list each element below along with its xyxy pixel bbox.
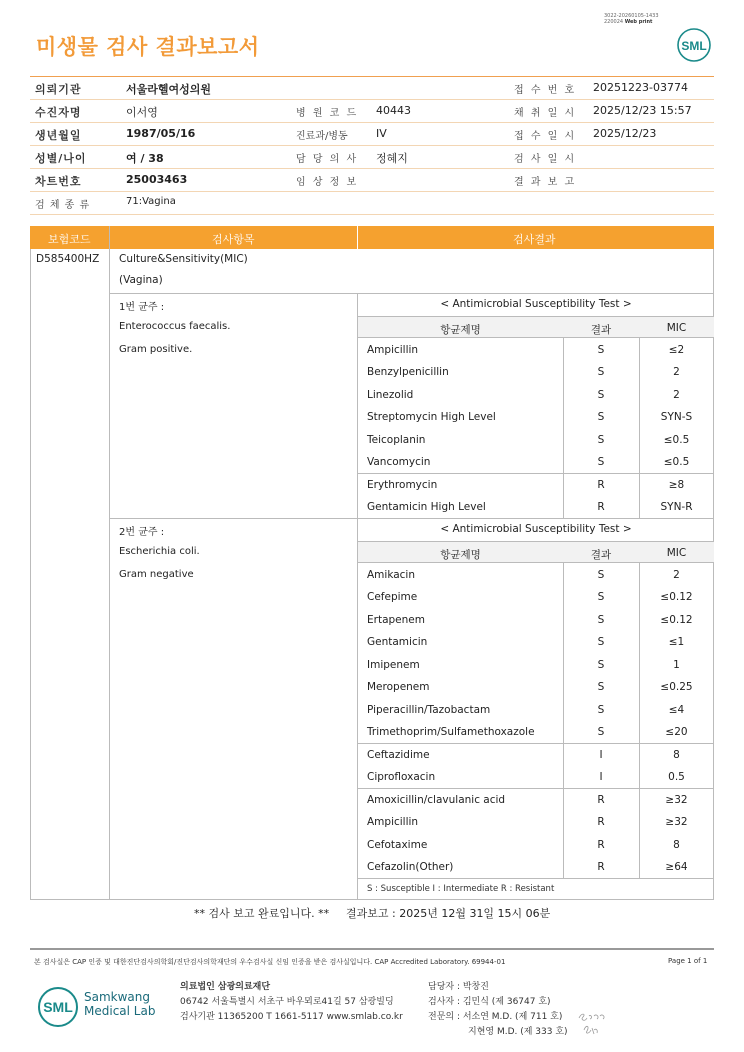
ast-row bbox=[358, 856, 714, 879]
drug-mic: 0.5 bbox=[668, 771, 685, 783]
info-label: 접 수 번 호 bbox=[514, 85, 577, 96]
drug-name: Meropenem bbox=[367, 681, 430, 693]
drug-result: I bbox=[599, 771, 603, 783]
org-name: 의료법인 삼광의료재단 bbox=[180, 982, 271, 992]
drug-result: R bbox=[597, 816, 605, 828]
info-label: 검 사 일 시 bbox=[514, 154, 577, 165]
patient-info-table bbox=[30, 76, 714, 215]
info-row bbox=[30, 192, 714, 215]
drug-name: Gentamicin bbox=[367, 636, 428, 648]
info-row bbox=[30, 146, 714, 169]
ast-row bbox=[358, 631, 714, 654]
col-drug: 항균제명 bbox=[440, 549, 481, 561]
info-value: IV bbox=[376, 127, 387, 140]
info-value: 25003463 bbox=[126, 173, 188, 186]
info-row bbox=[30, 100, 714, 123]
ast-row bbox=[358, 811, 714, 834]
drug-result: S bbox=[597, 591, 605, 603]
ast-row bbox=[358, 699, 714, 722]
col-result: 결과 bbox=[590, 324, 612, 336]
ast-title: < Antimicrobial Susceptibility Test > bbox=[440, 523, 632, 535]
drug-mic: SYN-R bbox=[660, 501, 693, 513]
drug-result: R bbox=[597, 501, 605, 513]
header-code: 보험코드 bbox=[48, 233, 91, 246]
results-header bbox=[30, 226, 714, 249]
header-item: 검사항목 bbox=[212, 233, 255, 246]
info-label: 성별/나이 bbox=[35, 152, 87, 165]
info-value: 2025/12/23 bbox=[593, 127, 657, 140]
divider bbox=[109, 226, 110, 900]
drug-name: Gentamicin High Level bbox=[367, 501, 486, 513]
drug-name: Imipenem bbox=[367, 658, 420, 671]
info-value: 20251223-03774 bbox=[593, 81, 688, 94]
info-label: 담 당 의 사 bbox=[296, 154, 359, 165]
ast-row bbox=[358, 564, 714, 587]
info-row bbox=[30, 169, 714, 192]
drug-mic: ≥8 bbox=[668, 478, 685, 491]
col-mic: MIC bbox=[666, 322, 687, 334]
organism-name: Escherichia coli. bbox=[119, 546, 200, 557]
info-label: 채 취 일 시 bbox=[514, 108, 577, 119]
ast-row bbox=[358, 744, 714, 767]
organism-name: Enterococcus faecalis. bbox=[119, 321, 231, 332]
gram-stain: Gram positive. bbox=[119, 344, 193, 355]
logo-text: SML bbox=[681, 39, 707, 53]
drug-mic: 2 bbox=[673, 366, 680, 378]
ast-row bbox=[358, 766, 714, 789]
drug-result: S bbox=[597, 703, 605, 716]
drug-mic: ≤0.5 bbox=[663, 456, 690, 468]
drug-name: Cefazolin(Other) bbox=[367, 861, 454, 873]
drug-name: Erythromycin bbox=[367, 478, 438, 491]
footer-divider bbox=[30, 948, 714, 950]
info-label: 접 수 일 시 bbox=[514, 131, 577, 142]
drug-name: Cefotaxime bbox=[367, 838, 428, 851]
ast-row bbox=[358, 339, 714, 362]
test-specimen: (Vagina) bbox=[119, 274, 163, 286]
drug-result: R bbox=[597, 793, 605, 806]
ast-row bbox=[358, 654, 714, 677]
drug-name: Amoxicillin/clavulanic acid bbox=[367, 793, 506, 806]
drug-name: Ertapenem bbox=[367, 613, 425, 626]
info-row bbox=[30, 123, 714, 146]
info-value: 1987/05/16 bbox=[126, 127, 196, 140]
divider bbox=[357, 226, 358, 249]
info-value: 71:Vagina bbox=[126, 196, 176, 207]
ast-row bbox=[358, 474, 714, 497]
info-row bbox=[30, 77, 714, 100]
info-value: 40443 bbox=[376, 104, 411, 117]
drug-mic: ≤0.25 bbox=[660, 681, 693, 693]
drug-mic: 8 bbox=[673, 838, 680, 851]
drug-result: S bbox=[597, 658, 605, 671]
sml-logo-icon bbox=[676, 27, 712, 63]
signature-icon bbox=[576, 1008, 610, 1038]
drug-name: Streptomycin High Level bbox=[367, 411, 496, 423]
info-label: 검 체 종 류 bbox=[35, 200, 91, 211]
report-title: 미생물 검사 결과보고서 bbox=[36, 35, 260, 59]
ast-row bbox=[358, 406, 714, 429]
drug-mic: ≤4 bbox=[668, 703, 685, 716]
drug-result: S bbox=[597, 681, 605, 693]
insurance-code: D585400HZ bbox=[36, 253, 100, 265]
drug-mic: ≤2 bbox=[668, 343, 685, 356]
drug-result: S bbox=[597, 366, 605, 378]
staff-line: 담당자 : 박창진 bbox=[428, 982, 489, 992]
info-label: 진료과/병동 bbox=[296, 131, 348, 142]
drug-result: S bbox=[597, 636, 605, 648]
ast-row bbox=[358, 384, 714, 407]
info-label: 수진자명 bbox=[35, 106, 82, 119]
test-name: Culture&Sensitivity(MIC) bbox=[119, 253, 248, 265]
drug-result: I bbox=[599, 748, 603, 761]
staff-line: 검사자 : 김민식 (제 36747 호) bbox=[428, 997, 551, 1007]
info-label: 차트번호 bbox=[35, 175, 82, 188]
info-label: 임 상 정 보 bbox=[296, 177, 359, 188]
ast-row bbox=[358, 429, 714, 452]
drug-name: Piperacillin/Tazobactam bbox=[367, 703, 491, 716]
company-logo-text: Samkwang Medical Lab bbox=[84, 990, 156, 1018]
header-result: 검사결과 bbox=[513, 233, 556, 246]
gram-stain: Gram negative bbox=[119, 569, 194, 580]
info-value: 서울라헬여성의원 bbox=[126, 83, 212, 96]
org-address: 06742 서울특별시 서초구 바우뫼로41길 57 삼광빌딩 bbox=[180, 997, 394, 1007]
info-label: 결 과 보 고 bbox=[514, 177, 577, 188]
drug-mic: ≤0.5 bbox=[663, 433, 690, 446]
drug-mic: 2 bbox=[673, 568, 680, 581]
staff-line: 지현영 M.D. (제 333 호) bbox=[468, 1027, 568, 1037]
drug-mic: 8 bbox=[673, 748, 680, 761]
info-value: 2025/12/23 15:57 bbox=[593, 104, 692, 117]
drug-result: S bbox=[597, 388, 605, 401]
ast-title: < Antimicrobial Susceptibility Test > bbox=[440, 298, 632, 310]
ast-row bbox=[358, 451, 714, 474]
organism-label: 2번 균주 : bbox=[119, 527, 165, 538]
drug-result: R bbox=[597, 861, 605, 873]
drug-name: Cefepime bbox=[367, 591, 418, 603]
col-result: 결과 bbox=[590, 549, 612, 561]
ast-row bbox=[358, 496, 714, 519]
ast-row bbox=[358, 586, 714, 609]
info-label: 생년월일 bbox=[35, 129, 82, 142]
ast-column-header bbox=[358, 316, 714, 338]
info-value: 정혜지 bbox=[376, 152, 408, 165]
col-mic: MIC bbox=[666, 547, 687, 559]
drug-mic: ≥32 bbox=[665, 816, 688, 828]
drug-name: Teicoplanin bbox=[367, 433, 426, 446]
ast-row bbox=[358, 361, 714, 384]
drug-mic: ≥32 bbox=[665, 793, 688, 806]
drug-result: R bbox=[597, 838, 605, 851]
drug-mic: SYN-S bbox=[660, 411, 693, 423]
drug-mic: ≤20 bbox=[665, 726, 688, 738]
drug-name: Ampicillin bbox=[367, 816, 419, 828]
drug-mic: ≥64 bbox=[665, 861, 688, 873]
org-contact: 검사기관 11365200 T 1661-5117 www.smlab.co.kr bbox=[180, 1012, 403, 1022]
drug-result: S bbox=[597, 456, 605, 468]
result-legend: S : Susceptible I : Intermediate R : Resistant bbox=[367, 884, 555, 894]
drug-name: Amikacin bbox=[367, 568, 416, 581]
ast-row bbox=[358, 834, 714, 857]
cert-notice: 본 검사실은 CAP 인증 및 대한진단검사의학회/진단검사의학재단의 우수검사실 신임 인증을 받은 검사실입니다. CAP Accredited Laboratory. 69944-01 bbox=[34, 958, 506, 966]
report-complete: ** 검사 보고 완료입니다. ** bbox=[194, 907, 330, 920]
org-info bbox=[180, 980, 403, 1025]
info-label: 병 원 코 드 bbox=[296, 108, 359, 119]
page-number: Page 1 of 1 bbox=[668, 957, 708, 965]
drug-name: Ampicillin bbox=[367, 343, 419, 356]
drug-name: Linezolid bbox=[367, 388, 414, 401]
drug-mic: ≤0.12 bbox=[660, 613, 693, 626]
drug-name: Vancomycin bbox=[367, 456, 431, 468]
drug-mic: 2 bbox=[673, 388, 680, 401]
ast-row bbox=[358, 789, 714, 812]
drug-mic: 1 bbox=[673, 658, 680, 671]
organism-label: 1번 균주 : bbox=[119, 302, 165, 313]
drug-name: Trimethoprim/Sulfamethoxazole bbox=[367, 726, 535, 738]
print-code: 3022-20260105-1433 220024 Web print bbox=[604, 13, 659, 25]
drug-name: Ciprofloxacin bbox=[367, 771, 436, 783]
report-time: 결과보고 : 2025년 12월 31일 15시 06분 bbox=[346, 907, 551, 920]
col-drug: 항균제명 bbox=[440, 324, 481, 336]
ast-row bbox=[358, 721, 714, 744]
drug-result: S bbox=[597, 343, 605, 356]
info-value: 이서영 bbox=[126, 106, 158, 119]
info-value: 여 / 38 bbox=[126, 152, 164, 165]
staff-info bbox=[428, 980, 568, 1040]
drug-result: S bbox=[597, 433, 605, 446]
ast-column-header bbox=[358, 541, 714, 563]
drug-mic: ≤1 bbox=[668, 636, 685, 648]
logo-text: SML bbox=[43, 999, 73, 1015]
drug-result: R bbox=[597, 478, 605, 491]
sml-logo-icon bbox=[36, 985, 80, 1029]
ast-row bbox=[358, 609, 714, 632]
drug-name: Ceftazidime bbox=[367, 748, 430, 761]
ast-row bbox=[358, 676, 714, 699]
drug-result: S bbox=[597, 613, 605, 626]
drug-result: S bbox=[597, 568, 605, 581]
drug-mic: ≤0.12 bbox=[660, 591, 693, 603]
drug-name: Benzylpenicillin bbox=[367, 366, 449, 378]
info-label: 의뢰기관 bbox=[35, 83, 82, 96]
drug-result: S bbox=[597, 726, 605, 738]
drug-result: S bbox=[597, 411, 605, 423]
staff-line: 전문의 : 서소연 M.D. (제 711 호) bbox=[428, 1012, 563, 1022]
